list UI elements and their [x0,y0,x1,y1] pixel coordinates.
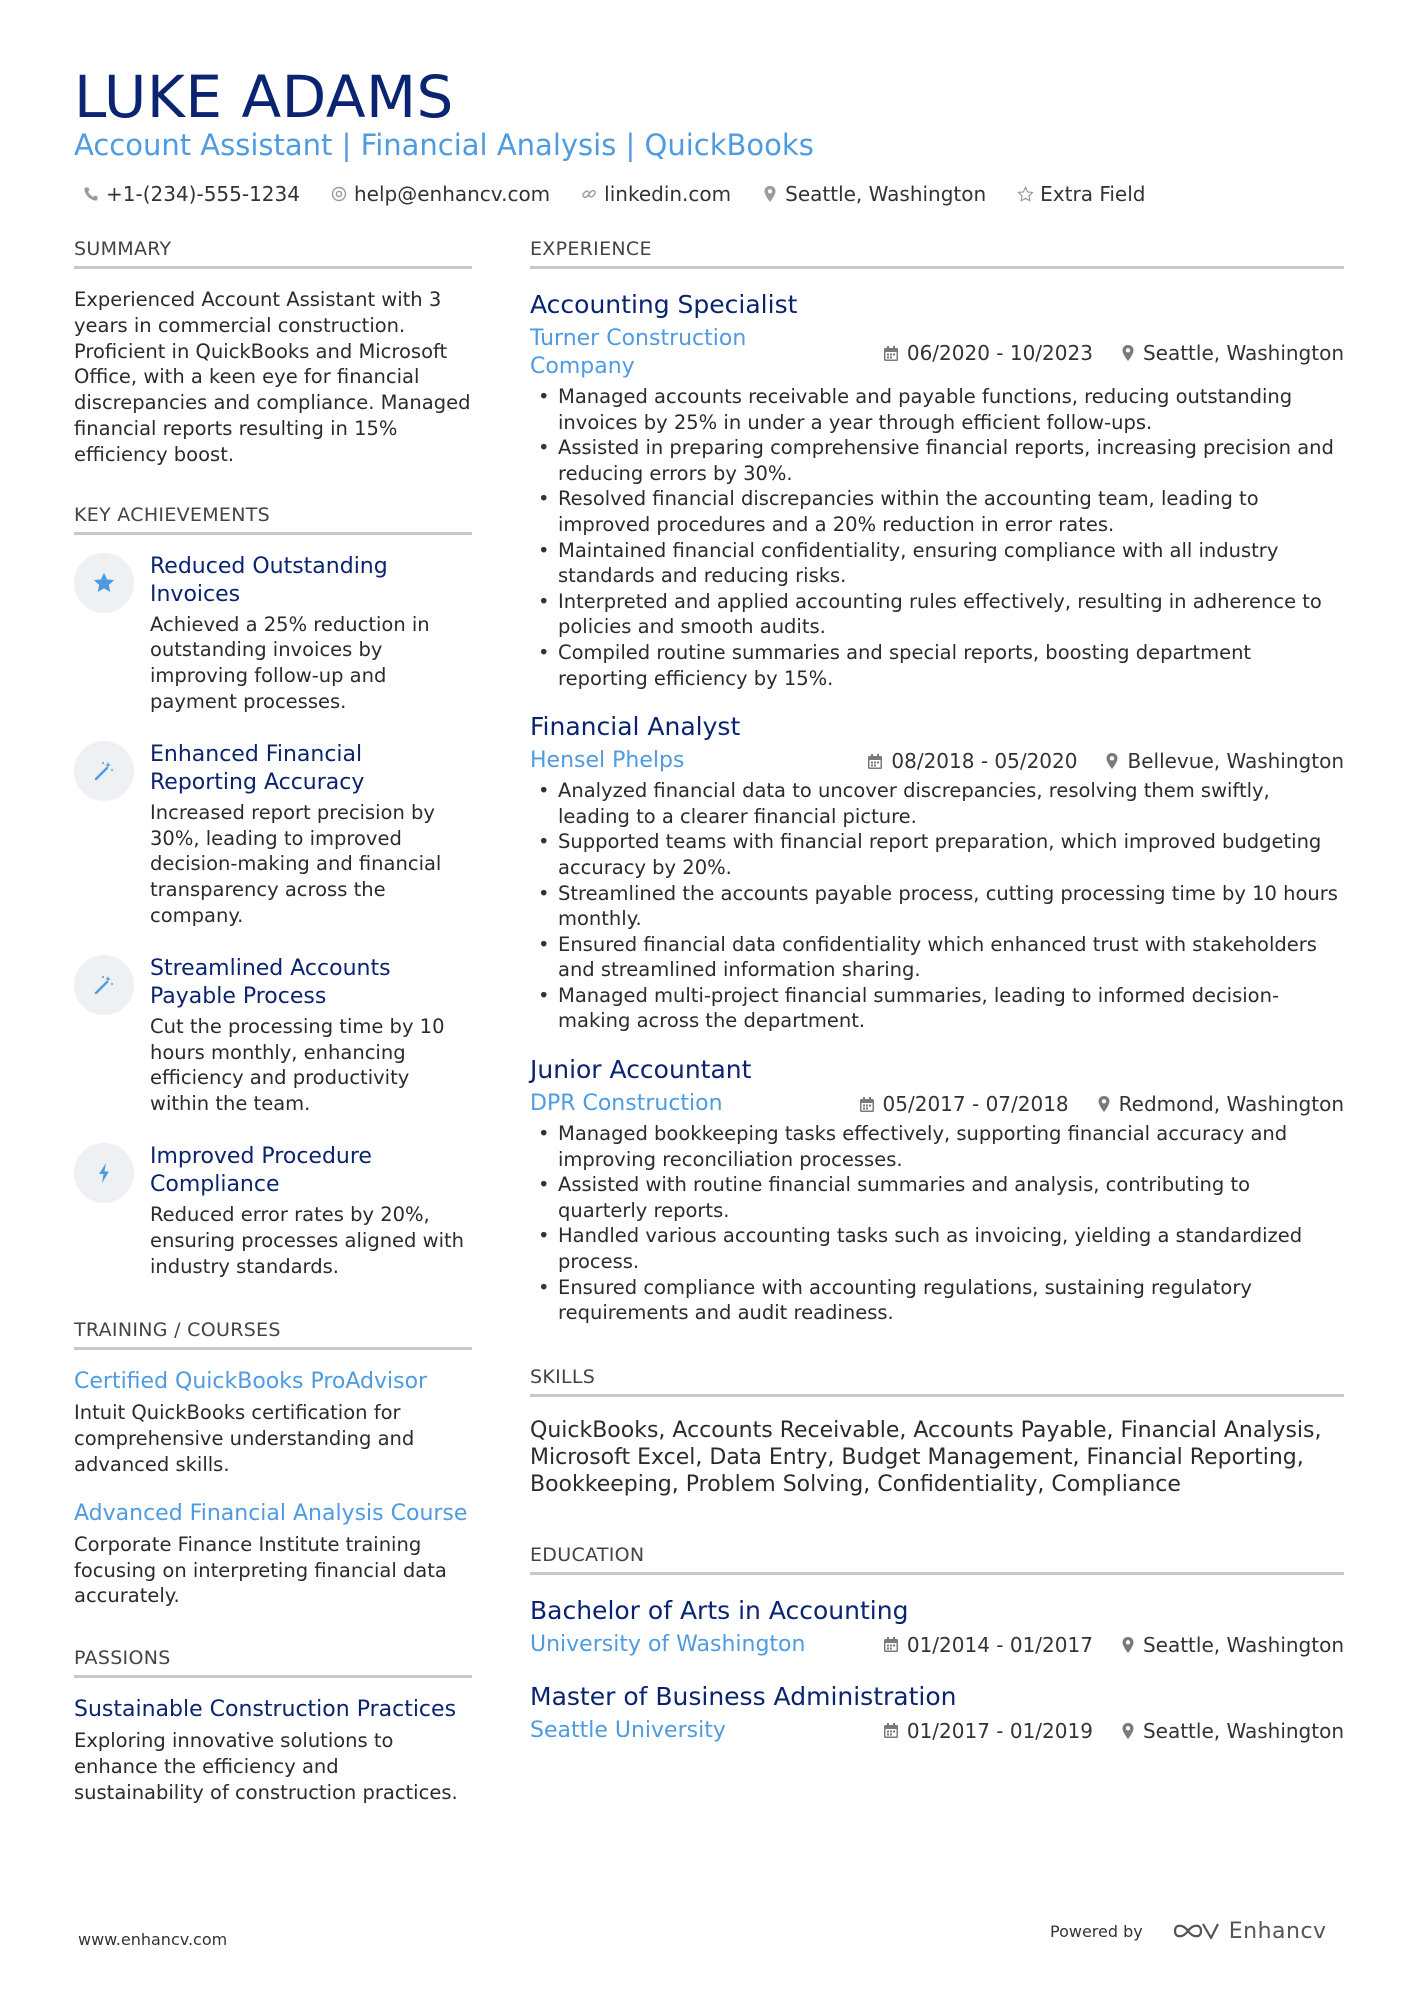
enhancv-logo-icon [1171,1918,1221,1944]
school-name: University of Washington [530,1631,806,1657]
left-column [74,238,472,1834]
job-title: Accounting Specialist [530,290,798,319]
magic-wand-icon [74,741,134,801]
contact-extra-text: Extra Field [1040,182,1146,206]
list-item: • Streamlined the accounts payable process, cutting processing time by 10 hours monthly. [530,881,1344,932]
education-heading: EDUCATION [530,1544,1344,1575]
summary-heading: SUMMARY [74,238,472,269]
star-icon [74,553,134,613]
education-meta [530,1631,1344,1659]
achievement-item [74,1143,472,1279]
job-meta [530,1090,1344,1118]
candidate-headline: Account Assistant | Financial Analysis | QuickBooks [74,128,814,162]
contact-email[interactable] [330,182,550,206]
passion-text: Exploring innovative solutions to enhance the efficiency and sustainability of construction practices. [74,1729,458,1804]
achievement-item [74,553,472,715]
contact-extra [1016,182,1145,206]
calendar-icon [867,753,883,770]
job-dates: 08/2018 - 05/2020 [867,749,1077,773]
course-text: Corporate Finance Institute training focusing on interpreting financial data accurately. [74,1532,447,1608]
education-entry [530,1681,1344,1745]
summary-text: Experienced Account Assistant with 3 years in commercial construction. Proficient in QuickBooks and Microsoft Office, with a keen eye for financial discrepancies and compliance. Managed financial reports resulting in 15% efficiency boost. [74,288,471,466]
job-bullets [530,384,1344,691]
star-outline-icon [1016,185,1034,203]
achievement-item [74,955,472,1117]
lightning-icon [74,1143,134,1203]
degree-title: Master of Business Administration [530,1681,957,1711]
training-heading: TRAINING / COURSES [74,1319,472,1350]
contact-phone[interactable] [82,182,300,206]
job-location: Redmond, Washington [1097,1092,1344,1116]
skills-section [530,1366,1344,1498]
contact-linkedin[interactable] [580,182,731,206]
skills-text: QuickBooks, Accounts Receivable, Accounts Payable, Financial Analysis, Microsoft Excel, Data Entry, Budget Management, Financial Reporting, Bookkeeping, Problem Solving, Confidentiality, Compliance [530,1417,1322,1497]
company-name: Hensel Phelps [530,748,685,774]
experience-section [530,238,1344,1326]
brand-name: Enhancv [1228,1918,1327,1944]
company-name: DPR Construction [530,1091,723,1117]
phone-icon [82,185,100,203]
footer-website[interactable]: www.enhancv.com [78,1930,228,1949]
achievement-title: Enhanced Financial Reporting Accuracy [150,741,365,795]
calendar-icon [883,1722,899,1739]
list-item: • Maintained financial confidentiality, ensuring compliance with all industry standards and reducing risks. [530,538,1344,589]
list-item: • Analyzed financial data to uncover discrepancies, resolving them swiftly, leading to a clearer financial picture. [530,778,1344,829]
calendar-icon [883,1636,899,1653]
achievements-heading: KEY ACHIEVEMENTS [74,504,472,535]
achievement-text: Achieved a 25% reduction in outstanding invoices by improving follow-up and payment processes. [150,612,430,713]
education-location: Seattle, Washington [1121,1719,1344,1743]
passion-title: Sustainable Construction Practices [74,1697,457,1723]
job-dates: 06/2020 - 10/2023 [883,341,1093,365]
location-icon [761,185,779,203]
job-bullets [530,1121,1344,1326]
footer-branding[interactable] [1050,1918,1327,1944]
contact-location [761,182,986,206]
contact-linkedin-text: linkedin.com [604,182,732,206]
summary-section [74,238,472,468]
contact-bar [82,178,1175,210]
course-title: Certified QuickBooks ProAdvisor [74,1369,428,1395]
link-icon [580,185,598,203]
job-entry [530,1054,1344,1326]
education-location: Seattle, Washington [1121,1633,1344,1657]
calendar-icon [859,1096,875,1113]
list-item: • Ensured compliance with accounting regulations, sustaining regulatory requirements and audit readiness. [530,1275,1344,1326]
location-icon [1097,1095,1111,1113]
job-entry [530,711,1344,1034]
education-entry [530,1595,1344,1659]
experience-heading: EXPERIENCE [530,238,1344,269]
education-dates: 01/2014 - 01/2017 [883,1633,1093,1657]
achievement-text: Reduced error rates by 20%, ensuring processes aligned with industry standards. [150,1202,464,1278]
magic-wand-icon [74,955,134,1015]
candidate-name: LUKE ADAMS [74,63,454,131]
job-meta [530,325,1344,381]
course-text: Intuit QuickBooks certification for comprehensive understanding and advanced skills. [74,1401,415,1476]
list-item: • Supported teams with financial report preparation, which improved budgeting accuracy by 20%. [530,829,1344,880]
job-title: Junior Accountant [530,1055,752,1085]
list-item: • Managed bookkeeping tasks effectively, supporting financial accuracy and improving reconciliation processes. [530,1121,1344,1172]
list-item: • Assisted with routine financial summaries and analysis, contributing to quarterly reports. [530,1172,1344,1223]
list-item: • Compiled routine summaries and special reports, boosting department reporting efficiency by 15%. [530,640,1344,691]
achievement-title: Streamlined Accounts Payable Process [150,955,391,1009]
list-item: • Ensured financial data confidentiality which enhanced trust with stakeholders and streamlined information sharing. [530,932,1344,983]
skills-heading: SKILLS [530,1366,1344,1397]
achievement-title: Reduced Outstanding Invoices [150,553,388,607]
list-item: • Assisted in preparing comprehensive financial reports, increasing precision and reducing errors by 30%. [530,435,1344,486]
location-icon [1121,1722,1135,1740]
passions-section [74,1647,472,1805]
job-location: Seattle, Washington [1121,341,1344,365]
contact-phone-text: +1-(234)-555-1234 [106,182,300,206]
contact-email-text: help@enhancv.com [353,182,551,206]
list-item: • Handled various accounting tasks such as invoicing, yielding a standardized process. [530,1223,1344,1274]
list-item: • Managed accounts receivable and payable functions, reducing outstanding invoices by 25% in under a year through efficient follow-ups. [530,384,1344,435]
job-title: Financial Analyst [530,712,741,742]
achievement-text: Cut the processing time by 10 hours monthly, enhancing efficiency and productivity within the team. [150,1014,445,1116]
list-item: • Resolved financial discrepancies within the accounting team, leading to improved procedures and a 20% reduction in error rates. [530,486,1344,537]
list-item: • Managed multi-project financial summaries, leading to informed decision-making across the department. [530,983,1344,1034]
achievement-title: Improved Procedure Compliance [150,1143,372,1197]
job-dates: 05/2017 - 07/2018 [859,1092,1069,1116]
job-entry [530,289,1344,691]
achievement-item [74,741,472,929]
location-icon [1121,344,1135,362]
powered-by-label: Powered by [1050,1921,1143,1941]
location-icon [1121,1636,1135,1654]
contact-location-text: Seattle, Washington [785,182,987,206]
job-meta [530,747,1344,775]
course-title: Advanced Financial Analysis Course [74,1500,468,1526]
list-item: • Interpreted and applied accounting rules effectively, resulting in adherence to policies and smooth audits. [530,589,1344,640]
achievement-text: Increased report precision by 30%, leading to improved decision-making and financial transparency across the company. [150,800,442,927]
school-name: Seattle University [530,1717,726,1743]
passions-heading: PASSIONS [74,1647,472,1678]
job-bullets [530,778,1344,1034]
location-icon [1105,752,1119,770]
education-dates: 01/2017 - 01/2019 [883,1719,1093,1743]
job-location: Bellevue, Washington [1105,749,1344,773]
company-name: Turner Construction Company [530,326,747,379]
achievements-section [74,504,472,1280]
education-meta [530,1717,1344,1745]
calendar-icon [883,345,899,362]
right-column [530,238,1344,1773]
at-icon [330,185,348,203]
degree-title: Bachelor of Arts in Accounting [530,1595,909,1625]
education-section [530,1544,1344,1745]
training-section [74,1319,472,1609]
